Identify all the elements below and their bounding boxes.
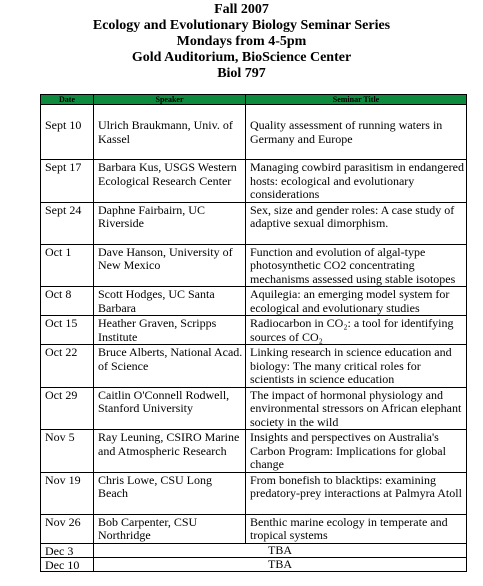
table-header-row (41, 95, 467, 105)
row-speaker: Daphne Fairbairn, UC Riverside (94, 202, 246, 244)
row-speaker: Barbara Kus, USGS Western Ecological Research Center (94, 160, 246, 203)
table-row (41, 430, 467, 473)
row-speaker: Ulrich Braukmann, Univ. of Kassel (94, 105, 246, 160)
table-row (41, 244, 467, 287)
table-row (41, 160, 467, 203)
row-speaker: Dave Hanson, University of New Mexico (94, 244, 246, 287)
row-date: Dec 10 (41, 557, 94, 571)
table-row (41, 514, 467, 543)
header-course-number: Biol 797 (217, 66, 266, 81)
header-term: Fall 2007 (214, 2, 269, 17)
row-date: Oct 29 (41, 387, 94, 430)
seminar-schedule-table (40, 94, 467, 572)
row-title: Quality assessment of running waters in Germany and Europe (246, 105, 467, 160)
table-row (41, 472, 467, 514)
row-date: Oct 8 (41, 287, 94, 316)
row-speaker: Scott Hodges, UC Santa Barbara (94, 287, 246, 316)
row-date: Nov 26 (41, 514, 94, 543)
row-speaker: Heather Graven, Scripps Institute (94, 316, 246, 345)
row-speaker: Bruce Alberts, National Acad. of Science (94, 345, 246, 388)
row-date: Dec 3 (41, 543, 94, 557)
document-header (0, 2, 483, 82)
row-date: Oct 15 (41, 316, 94, 345)
row-date: Nov 19 (41, 472, 94, 514)
row-speaker: Ray Leuning, CSIRO Marine and Atmospheric Research (94, 430, 246, 473)
row-title: Managing cowbird parasitism in endangered hosts: ecological and evolutionary considerations (246, 160, 467, 203)
row-title: Sex, size and gender roles: A case study of adaptive sexual dimorphism. (246, 202, 467, 244)
row-date: Nov 5 (41, 430, 94, 473)
table-row (41, 105, 467, 160)
row-title: Function and evolution of algal-type photosynthetic CO2 concentrating mechanisms assessed using stable isotopes (246, 244, 467, 287)
row-title: The impact of hormonal physiology and environmental stressors on African elephant society in the wild (246, 387, 467, 430)
table-row (41, 345, 467, 388)
row-date: Sept 17 (41, 160, 94, 203)
row-title: From bonefish to blacktips: examining predatory-prey interactions at Palmyra Atoll (246, 472, 467, 514)
row-speaker: Caitlin O'Connell Rodwell, Stanford University (94, 387, 246, 430)
header-location: Gold Auditorium, BioScience Center (131, 50, 352, 65)
column-header-date: Date (41, 95, 94, 105)
column-header-speaker: Speaker (94, 95, 246, 105)
table-row (41, 557, 467, 571)
header-series-title: Ecology and Evolutionary Biology Seminar Series (92, 18, 391, 33)
row-title: Radiocarbon in CO₂: a tool for identifying sources of CO₂ (246, 316, 467, 345)
table-row (41, 287, 467, 316)
row-speaker: Chris Lowe, CSU Long Beach (94, 472, 246, 514)
row-title: Benthic marine ecology in temperate and tropical systems (246, 514, 467, 543)
row-date: Oct 1 (41, 244, 94, 287)
table-row (41, 387, 467, 430)
header-meeting-time: Mondays from 4-5pm (176, 34, 307, 49)
row-speaker: Bob Carpenter, CSU Northridge (94, 514, 246, 543)
row-title: Linking research in science education and biology: The many critical roles for scientists in science education (246, 345, 467, 388)
table-row (41, 316, 467, 345)
row-tba: TBA (94, 557, 467, 571)
row-title: Insights and perspectives on Australia's Carbon Program: Implications for global change (246, 430, 467, 473)
table-row (41, 202, 467, 244)
row-date: Sept 24 (41, 202, 94, 244)
column-header-seminar-title: Seminar Title (246, 95, 467, 105)
row-date: Oct 22 (41, 345, 94, 388)
row-tba: TBA (94, 543, 467, 557)
row-title: Aquilegia: an emerging model system for ecological and evolutionary studies (246, 287, 467, 316)
row-date: Sept 10 (41, 105, 94, 160)
table-row (41, 543, 467, 557)
